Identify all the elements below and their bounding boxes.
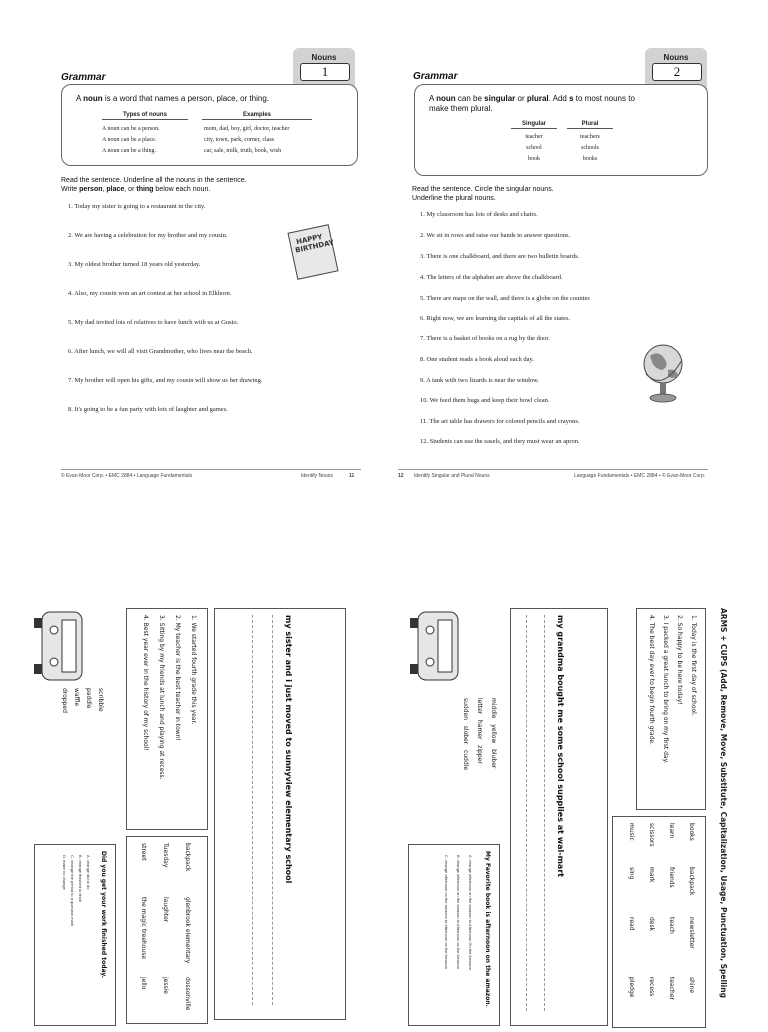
school-bus-icon <box>28 608 88 684</box>
caps-word: jello <box>140 977 147 990</box>
page-1-sentence: 8. It's going to be a fun party with lots of laughter and games. <box>68 406 228 413</box>
choice: A. change did to do <box>86 855 91 890</box>
page-2-footer-page: 12 <box>398 473 404 479</box>
bottom-right-question-box <box>408 844 500 1026</box>
page-1-table-examples: mom, dad, boy, girl, doctor, teacher city, town, park, corner, class car, sale, milk, truth, book, wish <box>204 126 290 154</box>
check-item: 4. Best year ever in the history of my school! <box>142 615 149 751</box>
check-item: 1. We started fourth grade this year. <box>190 615 197 725</box>
page-1-header: Grammar <box>61 72 106 83</box>
page-2-sentence: 12. Students can use the easels, and they must wear an apron. <box>420 438 580 445</box>
page-1-rule-box <box>61 84 358 166</box>
page-2-sentence: 1. My classroom has lots of desks and chairs. <box>420 211 538 218</box>
page-1-sentence: 2. We are having a celebration for my brother and my cousin. <box>68 232 228 239</box>
page-2-sentence: 7. There is a basket of books on a rug by the door. <box>420 335 550 342</box>
page-1-sentence: 1. Today my sister is going to a restaurant in the city. <box>68 203 206 210</box>
bottom-left-spell-words: scribble paddle waffle dropped <box>61 688 104 713</box>
caps-word: jessie <box>162 977 169 994</box>
noun-word: desk <box>648 917 655 932</box>
check-item: 1. Today is the first day of school. <box>690 615 697 716</box>
noun-word: music <box>628 823 635 841</box>
noun-word: books <box>688 823 695 841</box>
noun-word: friends <box>668 867 675 888</box>
noun-word: shine <box>688 977 695 994</box>
page-2-th-plural: Plural <box>567 121 613 129</box>
page-1-footer-right: Identify Nouns <box>301 473 333 479</box>
page-2-sentence: 6. Right now, we are learning the capitals of all the states. <box>420 315 571 322</box>
page-1-footer-left: © Evan-Moor Corp. • EMC 2884 • Language Fundamentals <box>61 473 193 479</box>
page-1-sentence: 7. My brother will open his gifts, and my cousin will show us her drawing. <box>68 377 263 384</box>
noun-word: sing <box>628 867 635 880</box>
page-1-table-types: A noun can be a person. A noun can be a place. A noun can be a thing. <box>102 126 160 154</box>
worksheet-page-2 <box>384 0 768 490</box>
page-2-sentence: 9. A tank with two lizards is near the window. <box>420 377 539 384</box>
caps-word: street <box>140 843 147 861</box>
caps-word: dossonville <box>184 977 191 1011</box>
page-1-footer <box>61 469 361 480</box>
page-2-footer <box>398 469 708 480</box>
noun-word: recess <box>648 977 655 997</box>
caps-word: Tuesday <box>162 843 169 868</box>
noun-word: scissors <box>648 823 655 847</box>
page-2-sentence: 3. There is one chalkboard, and there are two bulletin boards. <box>420 253 580 260</box>
bottom-right-check-box <box>636 608 706 810</box>
bottom-right-worksheet <box>388 608 728 1032</box>
choice: D. make no change <box>62 855 67 890</box>
page-2-sentence: 8. One student reads a book aloud each day. <box>420 356 535 363</box>
page-1-tab-label: Nouns <box>311 53 337 62</box>
page-2-definition: A noun can be singular or plural. Add s to most nouns to make them plural. <box>429 94 635 113</box>
bottom-right-sentence: my grandma bought me some school supplies at wal-mart <box>556 615 565 878</box>
noun-word: newsletter <box>688 917 695 949</box>
page-2-footer-right: Language Fundamentals • EMC 2884 • © Evan-Moor Corp. <box>574 473 706 479</box>
worksheet-page-1 <box>0 0 384 490</box>
noun-word: backpack <box>688 867 695 896</box>
bottom-right-answer-box <box>510 608 608 1026</box>
choice: C. change afternoon on the amazon to afternoon on the Amazon <box>444 855 449 970</box>
page-2-footer-left: Identify Singular and Plural Nouns <box>414 473 490 479</box>
page-2-table-plural: teachers schools books <box>580 134 600 162</box>
birthday-card-icon <box>287 224 338 280</box>
page-1-sentence: 5. My dad invited lots of relatives to have lunch with us at Gusto. <box>68 319 239 326</box>
birthday-card-text: HAPPY BIRTHDAY <box>294 232 335 255</box>
question-text: Did you get your work finished today. <box>100 851 107 979</box>
page-1-sentence: 3. My oldest brother turned 18 years old yesterday. <box>68 261 201 268</box>
noun-word: teach <box>668 917 675 934</box>
check-item: 4. The best day ever to begin fourth grade. <box>648 615 655 745</box>
noun-word: teacher <box>668 977 675 1000</box>
choice: C. change the period to a question mark <box>70 855 75 927</box>
bottom-left-check-box <box>126 608 208 830</box>
page-2-tab-label: Nouns <box>663 53 689 62</box>
page-2-rule-box <box>414 84 708 176</box>
page-2-header: Grammar <box>413 71 458 82</box>
bottom-left-worksheet <box>16 608 356 1032</box>
noun-word: pledge <box>628 977 635 998</box>
caps-word: glenbrook elementary <box>184 897 191 964</box>
page-2-sentence: 4. The letters of the alphabet are above the chalkboard. <box>420 274 563 281</box>
caps-word: laughter <box>162 897 169 923</box>
page-1-definition: A noun is a word that names a person, place, or thing. <box>76 94 269 103</box>
page-2-sentence: 11. The art table has drawers for colored pencils and crayons. <box>420 418 580 425</box>
check-item: 3. Sitting by my friends at lunch and playing at recess. <box>158 615 165 780</box>
page-1-sentence: 6. After lunch, we will all visit Grandmother, who lives near the beach. <box>68 348 253 355</box>
question-text: My Favorite book is afternoon on the amazon. <box>484 851 491 1007</box>
page-2-sentence: 5. There are maps on the wall, and there is a globe on the counter. <box>420 295 591 302</box>
caps-word: backpack <box>184 843 191 872</box>
bottom-left-answer-box <box>214 608 346 1020</box>
choice: B. change finished to finsh <box>78 855 83 902</box>
noun-word: read <box>628 917 635 931</box>
bottom-left-caps-box <box>126 836 208 1024</box>
bottom-left-question-box <box>34 844 116 1026</box>
check-item: 2. So happy to be here today! <box>676 615 683 705</box>
page-2-th-singular: Singular <box>511 121 557 129</box>
school-bus-icon <box>404 608 464 684</box>
choice: A. change afternoon on the amazon to Afternoon On the Amazon <box>468 855 473 970</box>
check-item: 2. My teacher is the best teacher in town! <box>174 615 181 741</box>
page-1-sentence: 4. Also, my cousin won an art contest at her school in Elkhorn. <box>68 290 232 297</box>
page-1-th-types: Types of nouns <box>102 112 188 120</box>
page-2-sentence: 2. We sit in rows and raise our hands to answer questions. <box>420 232 571 239</box>
page-1-instructions: Read the sentence. Underline all the nouns in the sentence. Write person, place, or thing below each noun. <box>61 177 247 193</box>
page-2-sentence: 10. We feed them bugs and keep their bowl clean. <box>420 397 550 404</box>
bottom-right-spell-words: middle yellow bluber letter hamer zipper sudden slober cuddle <box>462 698 497 771</box>
globe-icon <box>640 340 686 406</box>
noun-word: learn <box>668 823 675 839</box>
check-item: 3. I packed a great lunch to bring on my first day. <box>662 615 669 764</box>
page-1-footer-page: 11 <box>349 473 355 479</box>
page-2-number: 2 <box>652 63 702 81</box>
page-1-th-examples: Examples <box>202 112 312 120</box>
page-2-table-singular: teacher school book <box>525 134 543 162</box>
choice: B. change afternoon on the amazon to Afternoon on the Amazon <box>456 855 461 970</box>
bottom-right-noun-box <box>612 816 706 1028</box>
bottom-right-title: ARMS + CUPS (Add, Remove, Move, Substitute, Capitalization, Usage, Punctuation, Spelling <box>719 608 728 998</box>
bottom-left-sentence: my sister and i just moved to sunnyview elementary school <box>284 615 293 884</box>
page-2-instructions: Read the sentence. Circle the singular nouns. Underline the plural nouns. <box>412 186 554 202</box>
caps-word: the magic treehouse <box>140 897 147 960</box>
page-1-number: 1 <box>300 63 350 81</box>
noun-word: mark <box>648 867 655 883</box>
